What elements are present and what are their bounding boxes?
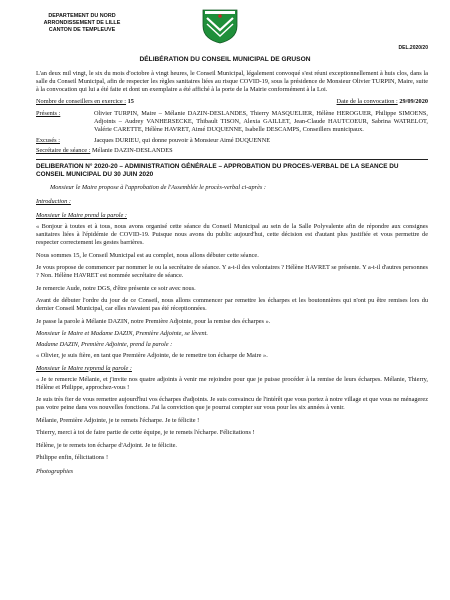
paragraph: « Je te remercie Mélanie, et j'invite nos quatre adjoints à venir me rejoindre pour que je puisse procéder à la remise de leurs écharpes. Mélanie, Thierry, Hélène et Philippe, approchez-vous !	[36, 375, 428, 391]
paragraph: Je vous propose de commencer par nommer le ou la secrétaire de séance. Y a-t-il des volontaires ? Hélène HAVRET se présente. Y a-t-il d'autres personnes ? Non. Hélène HAVRET est nommée secrétaire de séance.	[36, 264, 428, 280]
coat-of-arms-icon	[199, 8, 241, 44]
paragraph: Je suis très fier de vous remettre aujourd'hui vos écharpes d'adjoints. Je suis convaincu de l'intérêt que vous portez à notre village et que vous ne ménagerez pas votre peine dans vos nouvelles fonctions. J'ai la conviction que je pourrai compter sur vous pour les six années à venir.	[36, 396, 428, 412]
date-value: 29/09/2020	[399, 98, 428, 106]
speaker-line: Madame DAZIN, Première Adjointe, prend la parole :	[36, 341, 173, 349]
document-title: DÉLIBÉRATION DU CONSEIL MUNICIPAL DE GRUSON	[139, 56, 311, 63]
speaker-line	[36, 212, 428, 220]
opening-paragraph: L'an deux mil vingt, le six du mois d'octobre à vingt heures, le Conseil Municipal, légalement convoqué s'est réuni exceptionnellement à huis clos, dans la salle du Conseil Municipal, afin de respecter les règles sanitaires liées au risque COVID-19, sous la présidence de Monsieur Olivier TURPIN, Maire, suite à la convocation qui lui a été faite et dont un exemplaire a été affiché à la porte de la Mairie conformément à la Loi.	[36, 70, 428, 93]
excused-label: Excusés :	[36, 136, 60, 144]
paragraph: « Olivier, je suis fière, en tant que Première Adjointe, de te remettre ton écharpe de Maire ».	[36, 352, 268, 360]
deliberation-reference: DEL.2020/20	[398, 45, 428, 51]
secretary-name: Mélanie DAZIN-DESLANDES	[91, 147, 173, 155]
department-header	[30, 13, 134, 34]
document-body	[36, 70, 428, 476]
paragraph: Thierry, merci à toi de faire partie de cette équipe, je te remets l'écharpe. Félicitations !	[36, 429, 255, 437]
section-heading: Introduction :	[36, 198, 71, 206]
paragraph: Hélène, je te remets ton écharpe d'Adjoint. Je te félicite.	[36, 441, 178, 449]
speaker-line: Monsieur le Maire et Madame DAZIN, Première Adjointe, se lèvent.	[36, 330, 208, 338]
speaker-line	[36, 365, 428, 373]
paragraph: Nous sommes 15, le Conseil Municipal est au complet, nous allons débuter cette séance.	[36, 251, 259, 259]
present-label: Présents :	[36, 110, 61, 118]
paragraph: « Bonjour à toutes et à tous, nous avons organisé cette séance du Conseil Municipal au sein de la Salle Polyvalente afin de répondre aux consignes sanitaires liées à l'épidémie de COVID-19. Puisque nous avons du public aujourd'hui, cette décision est d'autant plus justifiée et vous permettre de respecter correctement les gestes barrières.	[36, 223, 428, 247]
present-block	[36, 110, 428, 134]
members-label: Nombre de conseillers en exercice :	[36, 98, 127, 106]
convocation-date	[337, 98, 428, 106]
photographs-caption: Photographies	[36, 467, 74, 475]
members-value: 15	[127, 98, 134, 106]
deliberation-heading: DELIBERATION N° 2020-20 – ADMINISTRATION GÉNÉRALE – APPROBATION DU PROCES-VERBAL DE LA SEANCE DU CONSEIL MUNICIPAL DU 30 JUIN 2020	[36, 163, 399, 179]
secretary-label: Secrétaire de séance :	[36, 147, 91, 155]
excused-block	[36, 137, 428, 145]
speaker-mayor-again: Monsieur le Maire reprend la parole :	[36, 364, 132, 372]
paragraph: Avant de débuter l'ordre du jour de ce Conseil, nous allons commencer par remettre les écharpes et les boutonnières qui n'ont pu être remises lors du dernier Conseil Municipal, car elles n'avaient pas été réceptionnées.	[36, 297, 428, 313]
counts-row	[36, 98, 428, 106]
paragraph: Je passe la parole à Mélanie DAZIN, notre Première Adjointe, pour la remise des écharpes ».	[36, 317, 271, 325]
secretary-block	[36, 147, 428, 155]
excused-list: Jacques DURIEU, qui donne pouvoir à Monsieur Aimé DUQUENNE	[94, 136, 271, 144]
paragraph: Philippe enfin, félicitations !	[36, 453, 109, 461]
present-list: Olivier TURPIN, Maire – Mélanie DAZIN-DESLANDES, Thierry MASQUELIER, Hélène HEROGUER, Philippe SIMOENS, Adjoints – Audrey VANHERSECKE, Thibault TISON, Alexia GAILLET, Jean-Claude HAUTCOEUR, Sabrina WATRELOT, Valérie CARETTE, Hélène HAVRET, Aimé DUQUENNE, Isabelle DESCAMPS, Conseillers municipaux.	[94, 110, 428, 134]
date-label: Date de la convocation :	[336, 98, 398, 106]
deliberation-intro: Monsieur le Maire propose à l'approbation de l'Assemblée le procès-verbal ci-après :	[50, 184, 266, 192]
speaker-mayor: Monsieur le Maire prend la parole :	[36, 212, 127, 220]
divider	[36, 159, 428, 160]
dept-line: DEPARTEMENT DU NORD	[48, 13, 116, 19]
paragraph: Je remercie Aude, notre DGS, d'être présente ce soir avec nous.	[36, 284, 196, 292]
dept-line: CANTON DE TEMPLEUVE	[48, 27, 116, 34]
members-count	[36, 98, 134, 106]
paragraph: Mélanie, Première Adjointe, je te remets l'écharpe. Je te félicite !	[36, 416, 200, 424]
dept-line: ARRONDISSEMENT DE LILLE	[43, 20, 121, 27]
